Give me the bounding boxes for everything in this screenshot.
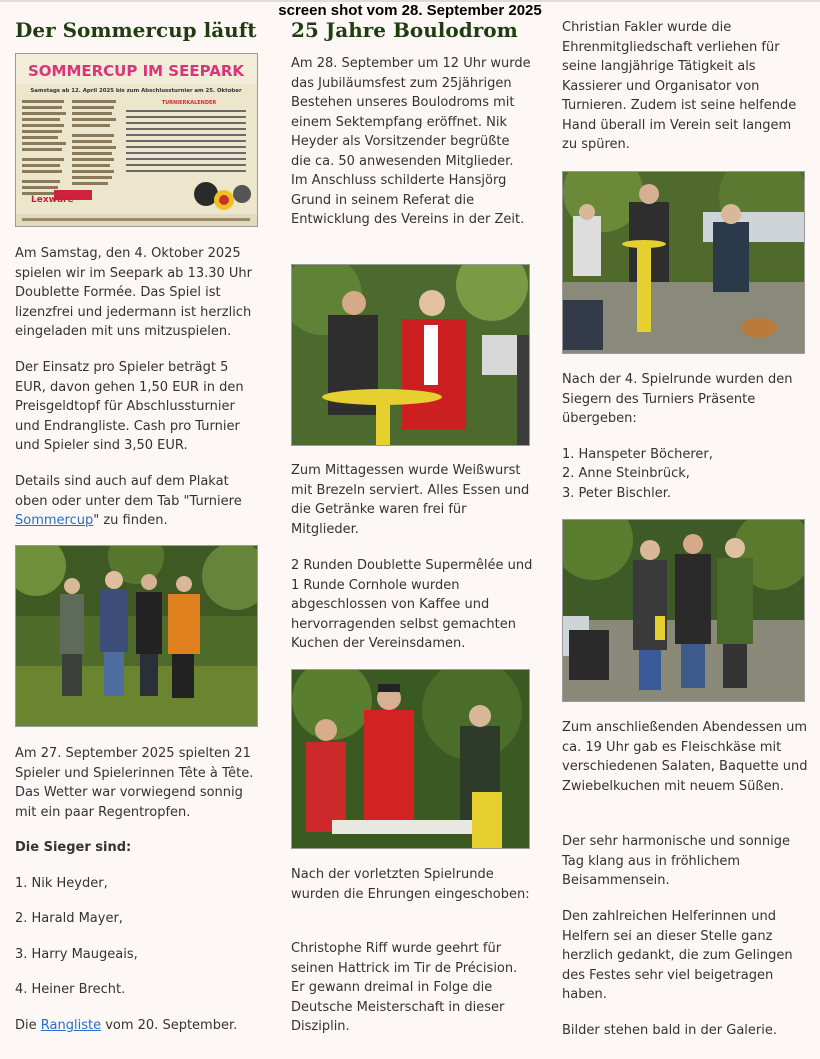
sommercup-link[interactable]: Sommercup xyxy=(15,513,94,528)
photo-honors[interactable] xyxy=(291,669,530,849)
winner-3: 3. Harry Maugeais, xyxy=(15,947,138,962)
boulodrom-paragraph-5: Christophe Riff wurde geehrt für seinen Hattrick im Tir de Précision. Er gewann dreimal in Folge die Deutsche Meisterschaft in dieser Disziplin. xyxy=(291,941,518,1034)
poster-brand: Lexware xyxy=(31,195,74,205)
prize-winner-3: 3. Peter Bischler. xyxy=(562,486,672,501)
sommercup-poster[interactable] xyxy=(15,53,258,227)
poster-graphic xyxy=(16,54,257,226)
sommercup-heading: Der Sommercup läuft xyxy=(15,18,257,42)
paragraph-3-text-after: " zu finden. xyxy=(93,513,168,528)
sommercup-paragraph-1: Am Samstag, den 4. Oktober 2025 spielen wir im Seepark ab 13.30 Uhr Doublette Formée. Das Spiel ist lizenzfrei und jedermann ist herzlich eingeladen mit uns mitzuspielen. xyxy=(15,246,253,339)
poster-table-title: TURNIERKALENDER xyxy=(161,100,217,106)
boulodrom-paragraph-3: 2 Runden Doublette Supermêlée und 1 Runde Cornhole wurden abgeschlossen von Kaffee und hervorragenden selbst gemachten Kuchen der Vereinsdamen. xyxy=(291,558,533,651)
prize-winner-1: 1. Hanspeter Böcherer, xyxy=(562,447,713,462)
rangliste-link[interactable]: Rangliste xyxy=(40,1018,102,1033)
paragraph-3-text-before: Details sind auch auf dem Plakat oben oder unter dem Tab "Turniere xyxy=(15,474,242,509)
continued-paragraph-6: Bilder stehen bald in der Galerie. xyxy=(562,1023,778,1038)
boulodrom-paragraph-4: Nach der vorletzten Spielrunde wurden die Ehrungen eingeschoben: xyxy=(291,867,530,902)
boulodrom-paragraph-2: Zum Mittagessen wurde Weißwurst mit Brezeln serviert. Alles Essen und die Getränke waren frei für Mitglieder. xyxy=(291,463,530,537)
winner-2: 2. Harald Mayer, xyxy=(15,911,123,926)
rangliste-text-before: Die xyxy=(15,1018,41,1033)
sommercup-paragraph-3 xyxy=(15,472,263,531)
rangliste-line xyxy=(15,1016,263,1036)
continued-paragraph-5: Den zahlreichen Helferinnen und Helfern sei an dieser Stelle ganz herzlich gedankt, die zum Gelingen des Festes sehr viel beigetragen haben. xyxy=(562,909,793,1002)
photo-honorary-membership[interactable] xyxy=(562,171,805,354)
winner-4: 4. Heiner Brecht. xyxy=(15,982,126,997)
sommercup-paragraph-4: Am 27. September 2025 spielten 21 Spieler und Spielerinnen Tête à Tête. Das Wetter war vorwiegend sonnig mit ein paar Regentropfen. xyxy=(15,746,254,820)
poster-subtitle: Samstags ab 12. April 2025 bis zum Abschlussturnier am 25. Oktober xyxy=(30,88,242,94)
poster-title: SOMMERCUP IM SEEPARK xyxy=(27,62,245,80)
winner-1: 1. Nik Heyder, xyxy=(15,876,108,891)
photo-speech[interactable] xyxy=(291,264,530,446)
winners-heading: Die Sieger sind: xyxy=(15,840,132,855)
boulodrom-paragraph-1: Am 28. September um 12 Uhr wurde das Jubiläumsfest zum 25jährigen Bestehen unseres Boulodroms mit einem Sektempfang eröffnet. Nik Heyder als Vorsitzender begrüßte die ca. 50 anwesenden Mitglieder. Im Anschluss schilderte Hansjörg Grund in seinem Referat die Entwicklung des Vereins in der Zeit. xyxy=(291,56,531,227)
screenshot-caption: screen shot vom 28. September 2025 xyxy=(278,2,542,19)
continued-paragraph-1: Christian Fakler wurde die Ehrenmitgliedschaft verliehen für seine langjährige Tätigkeit als Kassierer und Organisator von Turnieren. Zudem ist seine helfende Hand überall im Verein seit langem zu spüren. xyxy=(562,20,797,152)
sommercup-paragraph-2: Der Einsatz pro Spieler beträgt 5 EUR, davon gehen 1,50 EUR in den Preisgeldtopf für Abschlussturnier und Endrangliste. Cash pro Turnier und Spieler sind 3,50 EUR. xyxy=(15,360,244,453)
photo-prize-winners[interactable] xyxy=(562,519,805,702)
continued-paragraph-4: Der sehr harmonische und sonnige Tag klang aus in fröhlichem Beisammensein. xyxy=(562,834,790,888)
boulodrom-heading: 25 Jahre Boulodrom xyxy=(291,18,518,42)
continued-paragraph-3: Zum anschließenden Abendessen um ca. 19 Uhr gab es Fleischkäse mit verschiedenen Salaten, Baquette und Zwiebelkuchen mit neuem Süßen. xyxy=(562,720,808,794)
prize-winner-2: 2. Anne Steinbrück, xyxy=(562,466,690,481)
photo-tete-a-tete-winners[interactable] xyxy=(15,545,258,727)
rangliste-text-after: vom 20. September. xyxy=(101,1018,238,1033)
continued-paragraph-2: Nach der 4. Spielrunde wurden den Siegern des Turniers Präsente übergeben: xyxy=(562,372,793,426)
